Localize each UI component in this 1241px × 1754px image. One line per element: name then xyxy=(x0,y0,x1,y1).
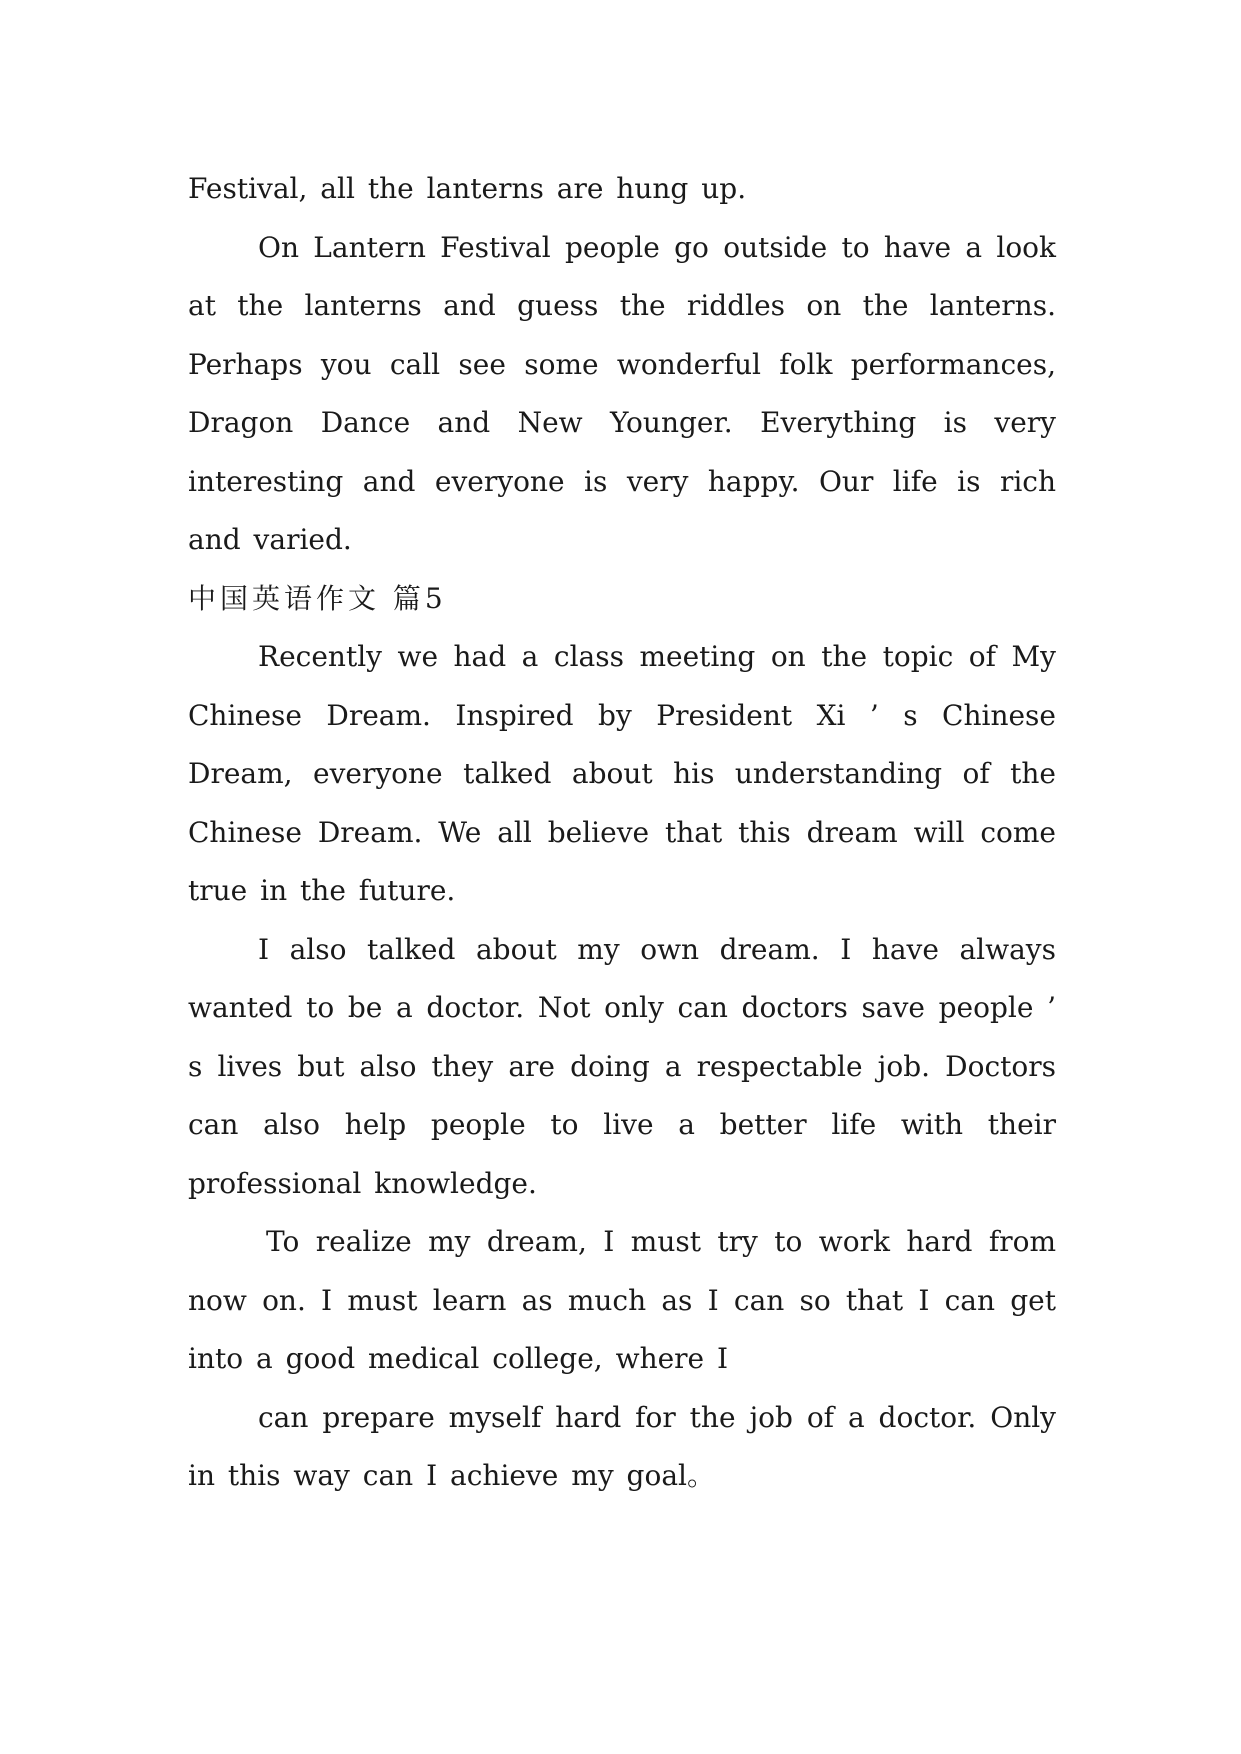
section-heading: 中国英语作文 篇5 xyxy=(188,581,447,615)
paragraph-own-dream: I also talked about my own dream. I have always wanted to be a doctor. Not only can doctors save people ’ s lives but also they are doing a respectable job. Doctors can also help people to live a better life with their professional knowledge. xyxy=(188,932,1056,1200)
paragraph-festival-end: Festival, all the lanterns are hung up. xyxy=(188,172,747,205)
paragraph-achieve-goal: can prepare myself hard for the job of a doctor. Only in this way can I achieve my goal。 xyxy=(188,1400,1056,1492)
document-body xyxy=(188,160,1056,1506)
paragraph-lantern-festival: On Lantern Festival people go outside to have a look at the lanterns and guess the riddles on the lanterns. Perhaps you call see some wonderful folk performances, Dragon Dance and New Younger. Everything is very interesting and everyone is very happy. Our life is rich and varied. xyxy=(188,230,1056,556)
paragraph-realize-dream: To realize my dream, I must try to work hard from now on. I must learn as much as I can so that I can get into a good medical college, where I xyxy=(188,1225,1056,1375)
paragraph-class-meeting: Recently we had a class meeting on the topic of My Chinese Dream. Inspired by President Xi ’ s Chinese Dream, everyone talked about his understanding of the Chinese Dream. We all believe that this dream will come true in the future. xyxy=(188,640,1056,907)
